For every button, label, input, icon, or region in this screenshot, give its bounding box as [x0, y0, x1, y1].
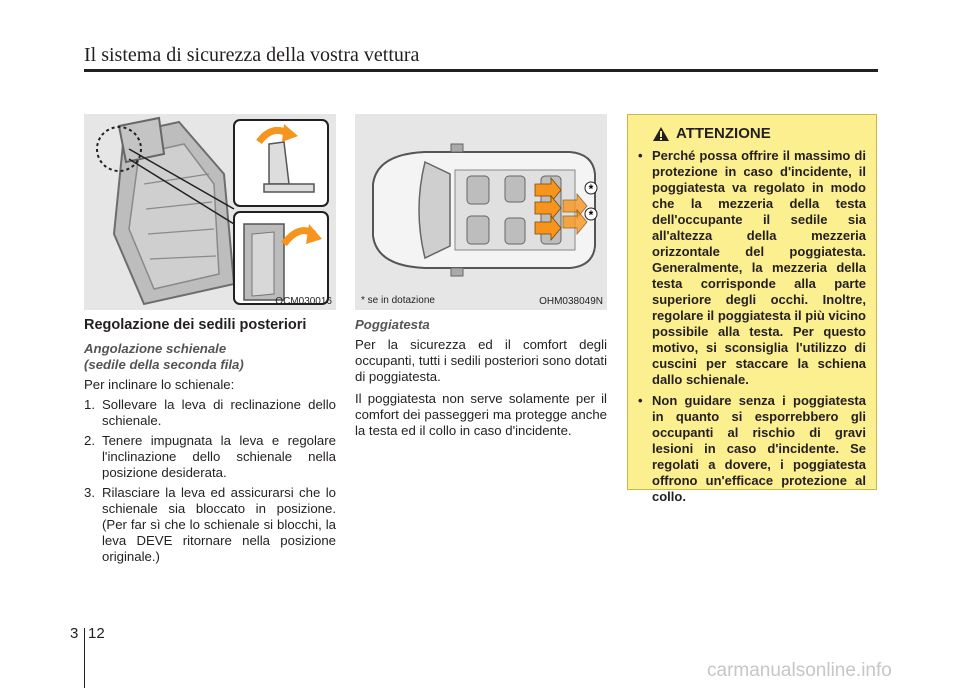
intro-text: Per inclinare lo schienale:: [84, 377, 235, 392]
bullet: •: [638, 393, 643, 408]
warning-header: [652, 125, 866, 142]
seat-figure: [84, 114, 336, 310]
page-divider: [84, 628, 85, 688]
step-text: Sollevare la leva di reclinazione dello schienale.: [102, 397, 336, 428]
step-number: 1.: [84, 397, 95, 412]
poggiatesta-para2: Il poggiatesta non serve solamente per il comfort dei passeggeri ma protegge anche la testa ed il collo in caso d'incidente.: [355, 391, 607, 438]
middle-column: [355, 317, 607, 443]
svg-text:*: *: [588, 182, 594, 196]
step-item: [84, 485, 336, 565]
svg-text:*: *: [588, 208, 594, 222]
car-figure-note: * se in dotazione: [361, 295, 435, 306]
warning-item-text: Non guidare senza i poggiatesta in quanto si esporrebbero gli occupanti al rischio di gravi lesioni in caso d'incidente. Se regolati a dovere, i poggiatesta offrono un'efficace protezione al collo.: [652, 393, 866, 504]
watermark: carmanualsonline.info: [707, 660, 892, 681]
step-item: [84, 397, 336, 429]
page-number: 12: [88, 625, 105, 642]
step-item: [84, 433, 336, 481]
car-figure-code: OHM038049N: [539, 296, 603, 307]
section-heading: Regolazione dei sedili posteriori: [84, 317, 307, 333]
steps-list: [84, 397, 336, 565]
page-section-number: 3: [70, 625, 79, 642]
poggiatesta-para1: Per la sicurezza ed il comfort degli occupanti, tutti i sedili posteriori sono dotati di poggiatesta.: [355, 337, 607, 384]
step-text: Rilasciare la leva ed assicurarsi che lo schienale sia bloccato in posizione. (Per far sì che lo schienale si blocchi, la leva DEVE ritornare nella posizione originale.): [102, 485, 336, 564]
subheading-line2: (sedile della seconda fila): [84, 357, 244, 372]
bullet: •: [638, 148, 643, 163]
page-header-title: Il sistema di sicurezza della vostra vettura: [84, 44, 420, 66]
car-topview-illustration: [355, 114, 607, 310]
warning-title: ATTENZIONE: [676, 125, 771, 142]
step-number: 2.: [84, 433, 95, 448]
left-column: [84, 317, 336, 569]
warning-item: [638, 393, 866, 505]
warning-triangle-icon: [652, 126, 670, 142]
subheading-line1: Angolazione schienale: [84, 341, 227, 356]
warning-box: [627, 114, 877, 504]
car-figure: [355, 114, 607, 310]
warning-list: [638, 148, 866, 505]
warning-item-text: Perché possa offrire il massimo di protezione in caso d'incidente, il poggiatesta va regolato in modo che la mezzeria della testa dell'occupante il sedile sia all'altezza della mezzeria orizzontale del poggiatesta. Generalmente, la mezzeria della testa corrisponde alla parte superiore degli occhi. Inoltre, regolare il poggiatesta il più vicino possibile alla testa. Per questo motivo, si sconsiglia l'utilizzo di cuscini per staccare la schiena dallo schienale.: [652, 148, 866, 387]
seat-figure-code: OCM030016: [275, 296, 332, 307]
seat-illustration: [84, 114, 336, 310]
step-text: Tenere impugnata la leva e regolare l'inclinazione dello schienale nella posizione desiderata.: [102, 433, 336, 480]
header-rule: [84, 69, 878, 72]
warning-item: [638, 148, 866, 388]
step-number: 3.: [84, 485, 95, 500]
poggiatesta-heading: Poggiatesta: [355, 317, 430, 332]
